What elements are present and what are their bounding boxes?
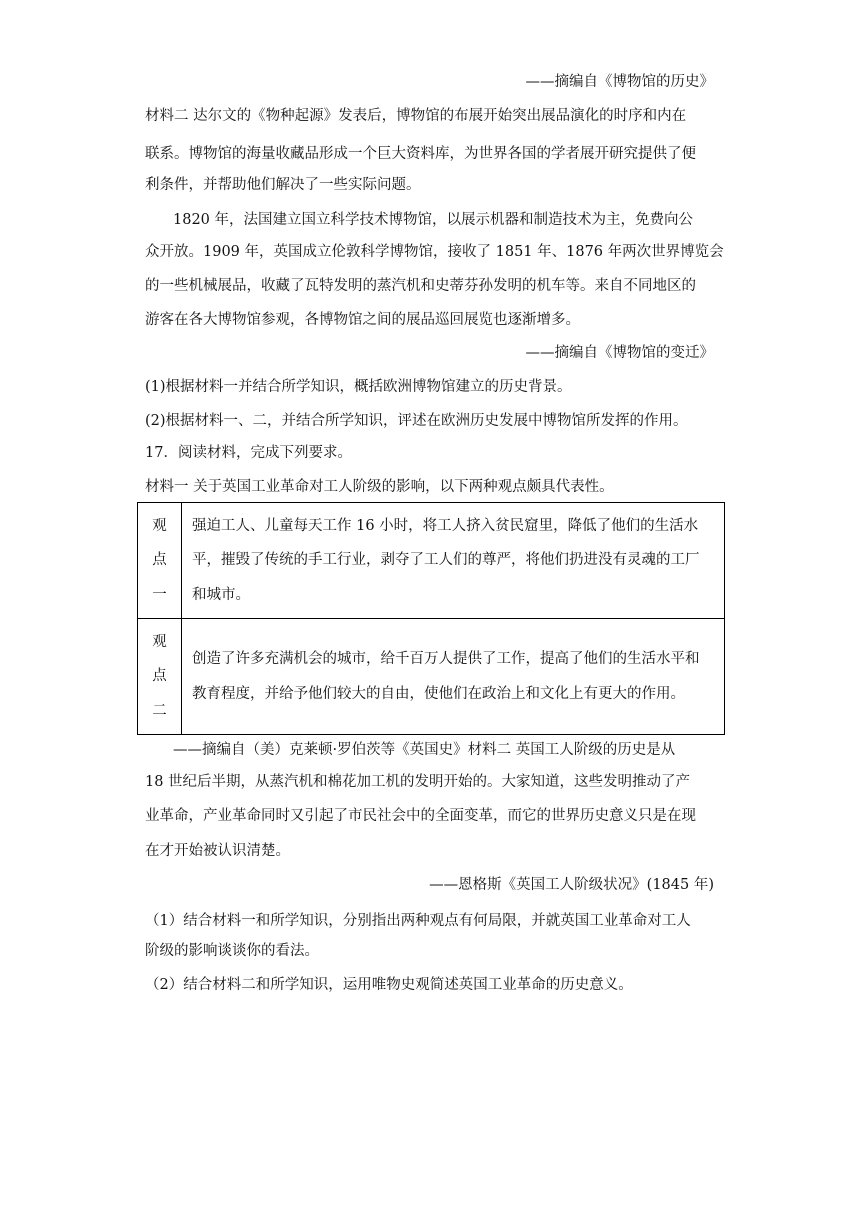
material-2-line-1: 材料二 达尔文的《物种起源》发表后，博物馆的布展开始突出展品演化的时序和内在 xyxy=(145,108,687,124)
material-2b-line-3: 业革命，产业革命同时又引起了市民社会中的全面变革，而它的世界历史意义只是在现 xyxy=(145,808,696,824)
paragraph-2-line-3: 的一些机械展品，收藏了瓦特发明的蒸汽机和史蒂芬孙发明的机车等。来自不同地区的 xyxy=(145,278,696,294)
question-17-1-line-2: 阶级的影响谈谈你的看法。 xyxy=(145,943,319,959)
viewpoint-content: 强迫工人、儿童每天工作 16 小时，将工人挤入贫民窟里，降低了他们的生活水 平，摧毁了传统的手工行业，剥夺了工人们的尊严，将他们扔进没有灵魂的工厂 和城市。 xyxy=(182,503,725,619)
paragraph-2-line-1: 1820 年，法国建立国立科学技术博物馆，以展示机器和制造技术为主，免费向公 xyxy=(173,212,694,228)
question-16-2: (2)根据材料一、二，并结合所学知识，评述在欧洲历史发展中博物馆所发挥的作用。 xyxy=(145,413,688,429)
question-17-material-1-intro: 材料一 关于英国工业革命对工人阶级的影响，以下两种观点颇具代表性。 xyxy=(145,479,614,495)
question-16-1: (1)根据材料一并结合所学知识，概括欧洲博物馆建立的历史背景。 xyxy=(145,379,572,395)
viewpoint-label: 观 点 一 xyxy=(138,503,182,619)
viewpoint-label: 观 点 二 xyxy=(138,619,182,735)
viewpoint-row xyxy=(138,503,725,619)
material-2b-line-2: 18 世纪后半期，从蒸汽机和棉花加工机的发明开始的。大家知道，这些发明推动了产 xyxy=(145,774,691,790)
paragraph-2-line-2: 众开放。1909 年，英国成立伦敦科学博物馆，接收了 1851 年、1876 年两次世界博览会 xyxy=(145,244,724,260)
material-2b-line-1: ——摘编自（美）克莱顿·罗伯茨等《英国史》材料二 英国工人阶级的历史是从 xyxy=(173,742,676,758)
source-citation-1: ——摘编自《博物馆的历史》 xyxy=(525,74,714,90)
question-17-1-line-1: （1）结合材料一和所学知识，分别指出两种观点有何局限，并就英国工业革命对工人 xyxy=(145,913,691,929)
viewpoint-row xyxy=(138,619,725,735)
viewpoints-table xyxy=(137,502,725,735)
material-2-line-3: 利条件，并帮助他们解决了一些实际问题。 xyxy=(145,177,421,193)
source-citation-3: ——恩格斯《英国工人阶级状况》(1845 年) xyxy=(429,877,714,893)
paragraph-2-line-4: 游客在各大博物馆参观，各博物馆之间的展品巡回展览也逐渐增多。 xyxy=(145,312,580,328)
viewpoint-content: 创造了许多充满机会的城市，给千百万人提供了工作，提高了他们的生活水平和 教育程度，并给予他们较大的自由，使他们在政治上和文化上有更大的作用。 xyxy=(182,619,725,735)
material-2-line-2: 联系。博物馆的海量收藏品形成一个巨大资料库，为世界各国的学者展开研究提供了便 xyxy=(145,146,696,162)
source-citation-2: ——摘编自《博物馆的变迁》 xyxy=(525,345,714,361)
question-17-title: 17．阅读材料，完成下列要求。 xyxy=(145,445,352,461)
question-17-2: （2）结合材料二和所学知识，运用唯物史观简述英国工业革命的历史意义。 xyxy=(145,977,633,993)
material-2b-line-4: 在才开始被认识清楚。 xyxy=(145,843,290,859)
